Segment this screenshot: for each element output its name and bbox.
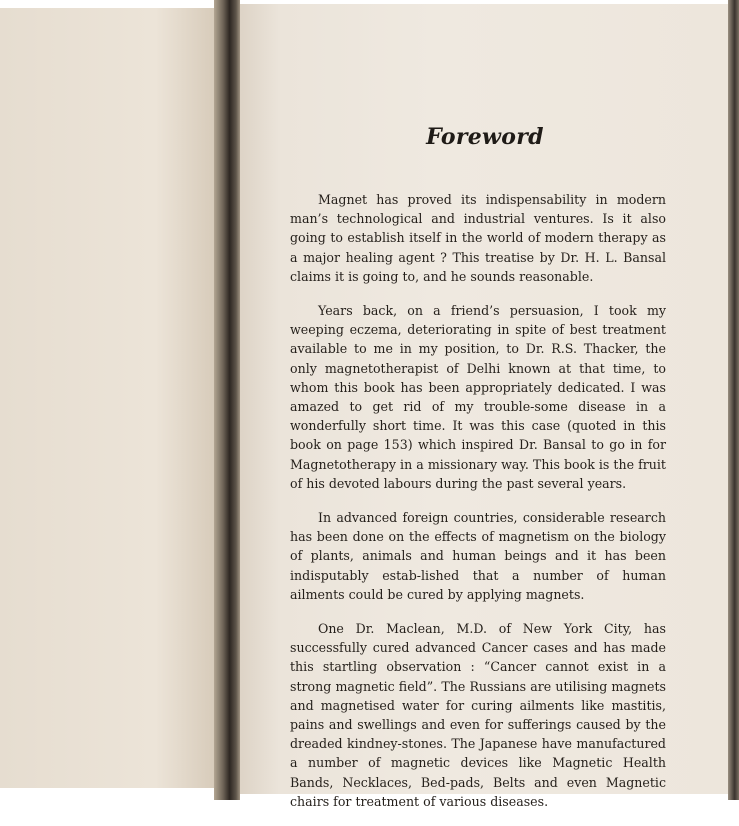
book-gutter — [214, 0, 240, 800]
left-page — [0, 8, 222, 788]
foreword-body — [290, 190, 666, 826]
paragraph: In advanced foreign countries, considerable research has been done on the effects of magnetism on the biology of plants, animals and human beings and it has been indisputably estab-lished that a number of human ailments could be cured by applying magnets. — [290, 510, 666, 602]
page-edge — [728, 0, 739, 800]
paragraph: Years back, on a friend’s persuasion, I took my weeping eczema, deteriorating in spite of best treatment available to me in my position, to Dr. R.S. Thacker, the only magnetotherapist of Delhi known at that time, to whom this book has been appropriately dedicated. I was amazed to get rid of my trouble-some disease in a wonderfully short time. It was this case (quoted in this book on page 153) which inspired Dr. Bansal to go in for Magnetotherapy in a missionary way. This book is the fruit of his devoted labours during the past several years. — [290, 303, 666, 491]
page-title: Foreword — [426, 124, 544, 150]
right-page — [240, 4, 730, 809]
paragraph: One Dr. Maclean, M.D. of New York City, has successfully cured advanced Cancer cases and has made this startling observation : “Cancer cannot exist in a strong magnetic field”. The Russians are utilising magnets and magnetised water for curing ailments like mastitis, pains and swellings and even for sufferings caused by the dreaded kindney-stones. The Japanese have manufactured a number of magnetic devices like Magnetic Health Bands, Necklaces, Bed-pads, Belts and even Magnetic chairs for treatment of various diseases. — [290, 621, 666, 809]
paragraph: Magnet has proved its indispensability in modern man’s technological and industrial ventures. Is it also going to establish itself in the world of modern therapy as a major healing agent ? This treatise by Dr. H. L. Bansal claims it is going to, and he sounds reasonable. — [290, 192, 666, 284]
